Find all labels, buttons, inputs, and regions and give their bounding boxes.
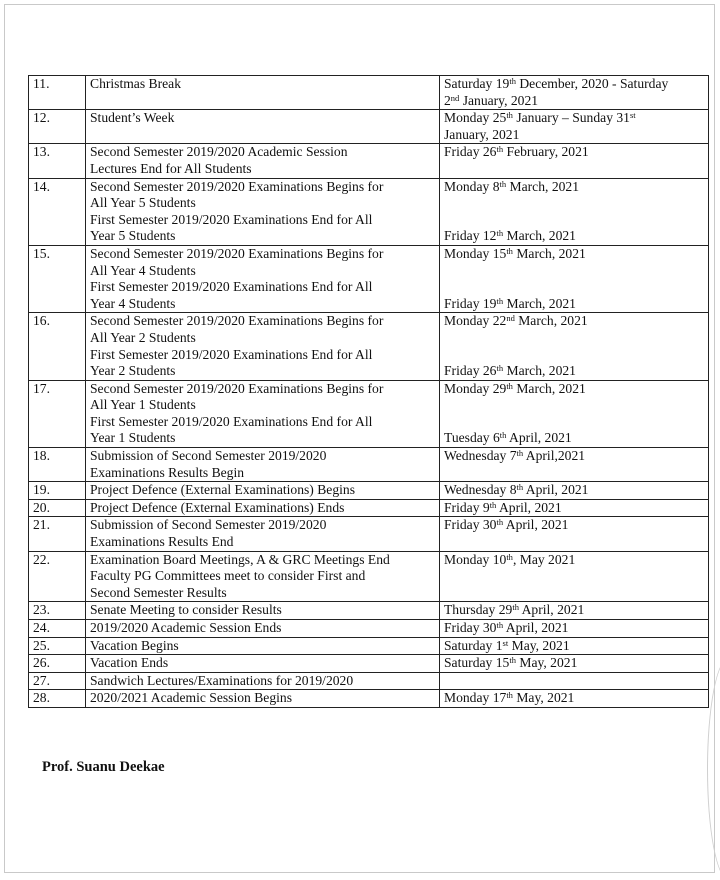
date-text: April, 2021 <box>503 620 569 635</box>
date-text: Monday 10 <box>444 551 507 567</box>
event-cell <box>86 637 440 655</box>
date-cell <box>440 144 709 178</box>
table-row <box>29 602 709 620</box>
spacer <box>444 212 704 229</box>
event-text: Examination Board Meetings, A & GRC Meetings End <box>90 551 390 567</box>
event-cell <box>86 620 440 638</box>
start-date <box>444 381 704 398</box>
academic-calendar-table <box>28 75 709 708</box>
date-ordinal-suffix: th <box>496 144 504 155</box>
date-cell <box>440 551 709 602</box>
event-text: Project Defence (External Examinations) Ends <box>90 499 345 515</box>
date-cell <box>440 655 709 673</box>
start-date-continued <box>444 93 704 110</box>
start-date <box>444 638 704 655</box>
date-text: March, 2021 <box>506 178 580 194</box>
start-date <box>444 448 704 465</box>
row-number: 15. <box>29 245 86 312</box>
date-ordinal-suffix: st <box>502 637 509 648</box>
date-text: Monday 8 <box>444 178 500 194</box>
date-cell <box>440 110 709 144</box>
event-cell <box>86 313 440 380</box>
date-cell <box>440 448 709 482</box>
row-number: 26. <box>29 655 86 673</box>
event-text: First Semester 2019/2020 Examinations End for All <box>90 413 373 429</box>
date-cell <box>440 499 709 517</box>
date-ordinal-suffix: th <box>506 110 513 121</box>
date-text: March, 2021 <box>512 380 586 396</box>
event-cell <box>86 380 440 447</box>
end-date <box>444 228 704 245</box>
event-text: 2019/2020 Academic Session Ends <box>90 620 282 635</box>
date-ordinal-suffix: th <box>496 620 504 630</box>
date-cell <box>440 380 709 447</box>
date-text: Monday 15 <box>444 245 507 261</box>
event-cell <box>86 110 440 144</box>
date-cell <box>440 482 709 500</box>
date-text: Friday 26 <box>444 144 497 160</box>
table-row <box>29 245 709 312</box>
row-number: 21. <box>29 517 86 551</box>
date-text: April,2021 <box>523 448 586 464</box>
date-ordinal-suffix: nd <box>506 313 515 324</box>
event-text: Vacation Begins <box>90 637 179 653</box>
event-cell <box>86 690 440 708</box>
date-ordinal-suffix: th <box>496 363 504 374</box>
spacer <box>444 397 704 414</box>
start-date <box>444 620 704 637</box>
date-text: March, 2021 <box>503 363 576 379</box>
date-ordinal-suffix: th <box>509 655 516 666</box>
date-text: Friday 30 <box>444 620 497 635</box>
spacer <box>444 279 704 296</box>
signature-name: Prof. Suanu Deekae <box>42 759 165 775</box>
date-text: January, 2021 <box>459 92 539 108</box>
event-cell <box>86 76 440 110</box>
start-date <box>444 482 704 499</box>
start-date <box>444 179 704 196</box>
date-text: April, 2021 <box>518 602 585 618</box>
table-row <box>29 76 709 110</box>
date-text: March, 2021 <box>512 245 586 261</box>
date-cell <box>440 602 709 620</box>
event-text: Year 5 Students <box>90 228 176 244</box>
date-text: Friday 19 <box>444 295 497 311</box>
event-text: Second Semester 2019/2020 Examinations Begins for <box>90 380 384 396</box>
date-text: March, 2021 <box>503 295 576 311</box>
date-text: Monday 22 <box>444 313 507 329</box>
spacer <box>444 347 704 364</box>
date-text: Saturday 19 <box>444 76 510 91</box>
row-number: 14. <box>29 178 86 245</box>
date-ordinal-suffix: th <box>512 602 519 613</box>
event-text: Year 1 Students <box>90 430 176 446</box>
table-row <box>29 313 709 380</box>
date-ordinal-suffix: th <box>506 245 513 256</box>
event-text: Second Semester 2019/2020 Examinations Begins for <box>90 245 384 261</box>
spacer <box>444 195 704 212</box>
date-ordinal-suffix: th <box>499 178 507 189</box>
table-row <box>29 482 709 500</box>
event-text: Vacation Ends <box>90 655 169 671</box>
row-number: 28. <box>29 690 86 708</box>
table-row <box>29 380 709 447</box>
event-text: First Semester 2019/2020 Examinations End for All <box>90 211 373 227</box>
event-text: Senate Meeting to consider Results <box>90 602 282 618</box>
event-cell <box>86 144 440 178</box>
date-cell <box>440 245 709 312</box>
row-number: 23. <box>29 602 86 620</box>
date-ordinal-suffix: th <box>499 430 507 441</box>
date-text: , May 2021 <box>512 551 576 567</box>
spacer <box>444 330 704 347</box>
start-date <box>444 313 704 330</box>
start-date <box>444 655 704 672</box>
date-text: Tuesday 6 <box>444 430 500 446</box>
date-cell <box>440 690 709 708</box>
event-text: Second Semester 2019/2020 Examinations Begins for <box>90 178 384 194</box>
start-date <box>444 517 704 534</box>
date-text: Saturday 1 <box>444 637 503 653</box>
spacer <box>444 414 704 431</box>
date-text: December, 2020 - Saturday <box>515 76 669 91</box>
table-row <box>29 517 709 551</box>
date-ordinal-suffix: th <box>489 499 497 510</box>
date-text: Monday 29 <box>444 380 507 396</box>
date-text: Thursday 29 <box>444 602 513 618</box>
date-ordinal-suffix: th <box>496 517 504 528</box>
event-cell <box>86 551 440 602</box>
date-cell <box>440 672 709 690</box>
table-row <box>29 448 709 482</box>
event-text: All Year 5 Students <box>90 195 196 211</box>
date-text: Friday 26 <box>444 363 497 379</box>
start-date <box>444 602 704 619</box>
date-ordinal-suffix: th <box>506 380 513 391</box>
event-text: Examinations Results Begin <box>90 464 245 480</box>
date-text: May, 2021 <box>515 655 578 671</box>
date-text: Friday 9 <box>444 499 490 515</box>
date-text: May, 2021 <box>508 637 570 653</box>
event-cell <box>86 178 440 245</box>
row-number: 22. <box>29 551 86 602</box>
date-text: Friday 12 <box>444 228 497 244</box>
start-date <box>444 690 704 707</box>
date-text: Wednesday 7 <box>444 448 517 464</box>
date-text: Saturday 15 <box>444 655 510 671</box>
row-number: 18. <box>29 448 86 482</box>
calendar-table-body <box>29 76 709 708</box>
start-date <box>444 110 704 127</box>
event-text: All Year 4 Students <box>90 262 196 278</box>
event-cell <box>86 602 440 620</box>
row-number: 25. <box>29 637 86 655</box>
date-text: May, 2021 <box>512 690 575 706</box>
end-date <box>444 430 704 447</box>
date-text: February, 2021 <box>503 144 589 160</box>
event-text: All Year 1 Students <box>90 397 196 413</box>
date-text: 2 <box>444 92 451 108</box>
end-date <box>444 363 704 380</box>
date-ordinal-suffix: th <box>496 228 504 239</box>
event-cell <box>86 499 440 517</box>
date-ordinal-suffix: nd <box>450 92 460 103</box>
date-ordinal-suffix: th <box>516 482 524 493</box>
date-ordinal-suffix: th <box>509 76 516 86</box>
date-cell <box>440 517 709 551</box>
table-row <box>29 110 709 144</box>
event-text: First Semester 2019/2020 Examinations End for All <box>90 346 373 362</box>
table-row <box>29 178 709 245</box>
start-date <box>444 552 704 569</box>
date-text: March, 2021 <box>514 313 588 329</box>
start-date <box>444 500 704 517</box>
table-row <box>29 637 709 655</box>
date-text: April, 2021 <box>523 482 589 498</box>
date-text: April, 2021 <box>506 430 572 446</box>
event-text: First Semester 2019/2020 Examinations End for All <box>90 279 373 295</box>
event-text: Sandwich Lectures/Examinations for 2019/2020 <box>90 672 354 688</box>
row-number: 17. <box>29 380 86 447</box>
date-text: Wednesday 8 <box>444 482 517 498</box>
row-number: 27. <box>29 672 86 690</box>
event-text: Project Defence (External Examinations) Begins <box>90 482 355 498</box>
start-date-continued <box>444 127 704 144</box>
table-row <box>29 144 709 178</box>
table-row <box>29 690 709 708</box>
row-number: 20. <box>29 499 86 517</box>
event-text: All Year 2 Students <box>90 329 196 345</box>
event-cell <box>86 482 440 500</box>
date-cell <box>440 620 709 638</box>
date-ordinal-suffix: th <box>516 448 524 459</box>
date-text: April, 2021 <box>496 499 562 515</box>
event-text: Submission of Second Semester 2019/2020 <box>90 517 327 533</box>
event-text: Submission of Second Semester 2019/2020 <box>90 448 327 464</box>
date-cell <box>440 637 709 655</box>
row-number: 12. <box>29 110 86 144</box>
date-text: April, 2021 <box>503 517 569 533</box>
date-cell <box>440 178 709 245</box>
date-text: March, 2021 <box>503 228 576 244</box>
event-cell <box>86 672 440 690</box>
start-date <box>444 76 704 93</box>
row-number: 13. <box>29 144 86 178</box>
table-row <box>29 620 709 638</box>
end-date <box>444 296 704 313</box>
date-text: January, 2021 <box>444 126 520 142</box>
row-number: 16. <box>29 313 86 380</box>
event-text: Student’s Week <box>90 110 175 126</box>
table-row <box>29 672 709 690</box>
date-ordinal-suffix: th <box>496 295 504 306</box>
event-cell <box>86 655 440 673</box>
date-ordinal-suffix: th <box>506 551 513 562</box>
table-row <box>29 551 709 602</box>
event-cell <box>86 517 440 551</box>
event-text: Year 2 Students <box>90 363 176 379</box>
date-cell <box>440 76 709 110</box>
table-row <box>29 499 709 517</box>
spacer <box>444 263 704 280</box>
event-text: Second Semester 2019/2020 Academic Session <box>90 144 348 160</box>
date-cell <box>440 313 709 380</box>
start-date <box>444 246 704 263</box>
date-text: January – Sunday 31 <box>512 110 630 126</box>
event-text: Second Semester Results <box>90 584 227 600</box>
date-text: Friday 30 <box>444 517 497 533</box>
event-text: 2020/2021 Academic Session Begins <box>90 690 293 706</box>
event-cell <box>86 245 440 312</box>
row-number: 19. <box>29 482 86 500</box>
event-text: Examinations Results End <box>90 534 234 550</box>
start-date <box>444 144 704 161</box>
date-text: Monday 25 <box>444 110 507 126</box>
table-row <box>29 655 709 673</box>
event-text: Second Semester 2019/2020 Examinations Begins for <box>90 313 384 329</box>
event-text: Christmas Break <box>90 76 181 91</box>
event-text: Faculty PG Committees meet to consider First and <box>90 568 366 584</box>
date-ordinal-suffix: st <box>629 110 636 121</box>
row-number: 11. <box>29 76 86 110</box>
date-text: Monday 17 <box>444 690 507 706</box>
date-ordinal-suffix: th <box>506 690 513 701</box>
row-number: 24. <box>29 620 86 638</box>
event-cell <box>86 448 440 482</box>
event-text: Year 4 Students <box>90 295 176 311</box>
event-text: Lectures End for All Students <box>90 160 252 176</box>
